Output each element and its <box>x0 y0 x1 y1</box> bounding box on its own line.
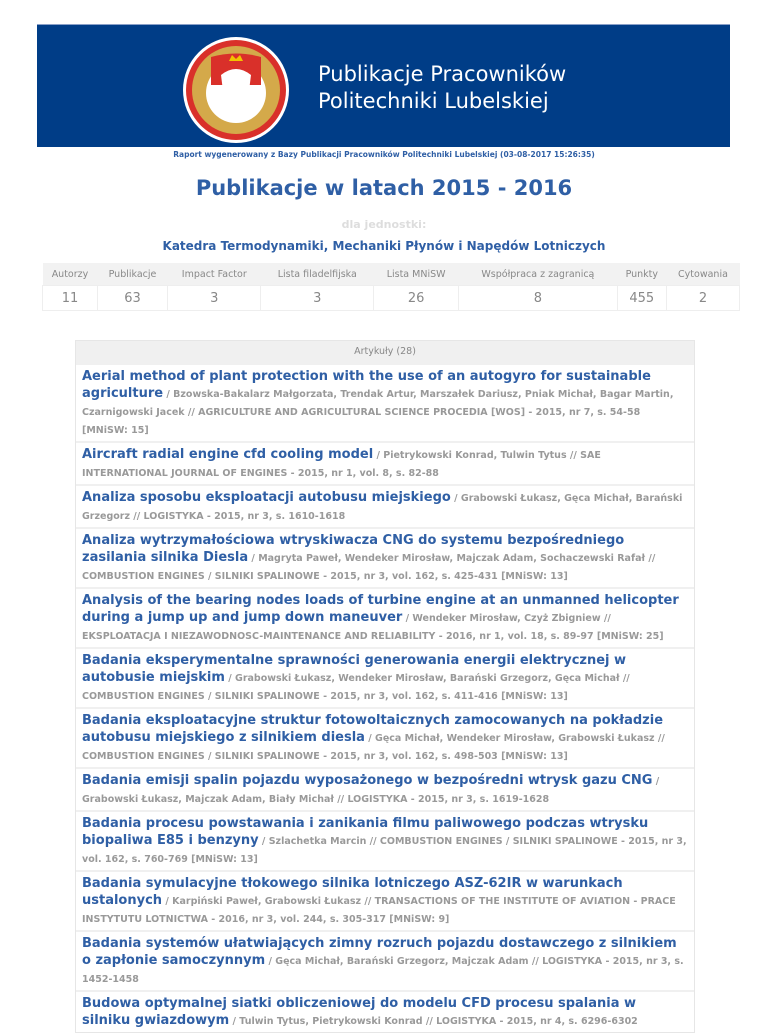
unit-name: Katedra Termodynamiki, Mechaniki Płynów i Napędów Lotniczych <box>162 239 606 253</box>
article-item <box>76 990 694 1032</box>
article-title[interactable]: Badania procesu powstawania i zanikania filmu paliwowego podczas wtrysku biopaliwa E85 i benzyny <box>82 816 649 848</box>
stats-header: Autorzy <box>43 263 98 286</box>
stats-header: Impact Factor <box>168 263 261 286</box>
article-details: / Grabowski Łukasz, Gęca Michał, Barański Grzegorz // LOGISTYKA - 2015, nr 3, s. 1610-1618 <box>82 493 683 522</box>
article-title[interactable]: Badania systemów ułatwiających zimny rozruch pojazdu dostawczego z silnikiem o zapłonie samoczynnym <box>82 936 677 968</box>
article-details: / Szlachetka Marcin // COMBUSTION ENGINES / SILNIKI SPALINOWE - 2015, nr 3, vol. 162, s. 760-769 [MNiSW: 13] <box>82 836 687 865</box>
article-details: / Wendeker Mirosław, Czyż Zbigniew // EKSPLOATACJA I NIEZAWODNOSC-MAINTENANCE AND RELIABILITY - 2016, nr 1, vol. 18, s. 89-97 [MNiSW: 25] <box>82 613 664 642</box>
article-item <box>76 707 694 767</box>
article-details: / Pietrykowski Konrad, Tulwin Tytus // SAE INTERNATIONAL JOURNAL OF ENGINES - 2015, nr 1, vol. 8, s. 82-88 <box>82 450 601 479</box>
stats-header: Lista MNiSW <box>374 263 459 286</box>
stats-header: Współpraca z zagranicą <box>459 263 617 286</box>
article-title[interactable]: Aerial method of plant protection with the use of an autogyro for sustainable agriculture <box>82 369 651 401</box>
article-title[interactable]: Analiza sposobu eksploatacji autobusu miejskiego <box>82 490 451 505</box>
article-item <box>76 363 694 441</box>
article-title[interactable]: Aircraft radial engine cfd cooling model <box>82 447 374 462</box>
stats-header: Punkty <box>617 263 666 286</box>
banner-title-line1: Publikacje Pracowników <box>318 62 567 86</box>
article-title[interactable]: Badania eksperymentalne sprawności generowania energii elektrycznej w autobusie miejskim <box>82 653 627 685</box>
article-details: / Bzowska-Bakalarz Małgorzata, Trendak Artur, Marszałek Dariusz, Pniak Michał, Bagar Martin, Czarnigowski Jacek // AGRICULTURE AND AGRICULTURAL SCIENCE PROCEDIA [WOS] - 2015, nr 7, s. 54-58 [MNiSW: 15] <box>82 389 674 436</box>
article-details: / Gęca Michał, Barański Grzegorz, Majczak Adam // LOGISTYKA - 2015, nr 3, s. 1452-1458 <box>82 956 684 985</box>
stats-value: 2 <box>666 286 739 311</box>
stats-value: 11 <box>43 286 98 311</box>
article-item <box>76 647 694 707</box>
stats-value: 8 <box>459 286 617 311</box>
article-item <box>76 767 694 810</box>
stats-value: 63 <box>97 286 167 311</box>
generated-note: Raport wygenerowany z Bazy Publikacji Pracowników Politechniki Lubelskiej (03-08-2017 15:26:35) <box>173 150 595 159</box>
stats-value: 26 <box>374 286 459 311</box>
article-item <box>76 527 694 587</box>
articles-section <box>75 340 695 1033</box>
stats-value: 3 <box>168 286 261 311</box>
article-details: / Tulwin Tytus, Pietrykowski Konrad // LOGISTYKA - 2015, nr 4, s. 6296-6302 <box>229 1016 638 1027</box>
page-title: Publikacje w latach 2015 - 2016 <box>195 176 573 200</box>
header-banner <box>37 24 730 147</box>
article-item <box>76 484 694 527</box>
article-details: / Karpiński Paweł, Grabowski Łukasz // TRANSACTIONS OF THE INSTITUTE OF AVIATION - PRACE INSTYTUTU LOTNICTWA - 2016, nr 3, vol. 244, s. 305-317 [MNiSW: 9] <box>82 896 676 925</box>
stats-value: 3 <box>261 286 374 311</box>
for-unit-label: dla jednostki: <box>341 218 427 231</box>
article-details: / Gęca Michał, Wendeker Mirosław, Grabowski Łukasz // COMBUSTION ENGINES / SILNIKI SPALINOWE - 2015, nr 3, vol. 162, s. 498-503 [MNiSW: 13] <box>82 733 665 762</box>
article-item <box>76 870 694 930</box>
stats-value: 455 <box>617 286 666 311</box>
article-item <box>76 587 694 647</box>
stats-table <box>42 263 740 311</box>
article-item <box>76 930 694 990</box>
stats-header: Publikacje <box>97 263 167 286</box>
article-title[interactable]: Analysis of the bearing nodes loads of turbine engine at an unmanned helicopter during a jump up and jump down maneuver <box>82 593 679 625</box>
article-title[interactable]: Badania symulacyjne tłokowego silnika lotniczego ASZ-62IR w warunkach ustalonych <box>82 876 623 908</box>
stats-header: Cytowania <box>666 263 739 286</box>
banner-title-line2: Politechniki Lubelskiej <box>318 89 549 113</box>
articles-header: Artykuły (28) <box>76 341 694 363</box>
article-title[interactable]: Badania eksploatacyjne struktur fotowoltaicznych zamocowanych na pokładzie autobusu miejskiego z silnikiem diesla <box>82 713 664 745</box>
article-item <box>76 441 694 484</box>
article-title[interactable]: Analiza wytrzymałościowa wtryskiwacza CNG do systemu bezpośredniego zasilania silnika Diesla <box>82 533 625 565</box>
banner-title <box>318 61 566 115</box>
article-details: / Magryta Paweł, Wendeker Mirosław, Majczak Adam, Sochaczewski Rafał // COMBUSTION ENGINES / SILNIKI SPALINOWE - 2015, nr 3, vol. 162, s. 425-431 [MNiSW: 13] <box>82 553 656 582</box>
article-details: / Grabowski Łukasz, Wendeker Mirosław, Barański Grzegorz, Gęca Michał // COMBUSTION ENGINES / SILNIKI SPALINOWE - 2015, nr 3, vol. 162, s. 411-416 [MNiSW: 13] <box>82 673 630 702</box>
article-details: / Grabowski Łukasz, Majczak Adam, Biały Michał // LOGISTYKA - 2015, nr 3, s. 1619-1628 <box>82 776 660 805</box>
article-title[interactable]: Budowa optymalnej siatki obliczeniowej do modelu CFD procesu spalania w silniku gwiazdowym <box>82 996 637 1028</box>
article-title[interactable]: Badania emisji spalin pojazdu wyposażonego w bezpośredni wtrysk gazu CNG <box>82 773 653 788</box>
university-logo <box>181 35 291 145</box>
stats-header: Lista filadelfijska <box>261 263 374 286</box>
article-item <box>76 810 694 870</box>
